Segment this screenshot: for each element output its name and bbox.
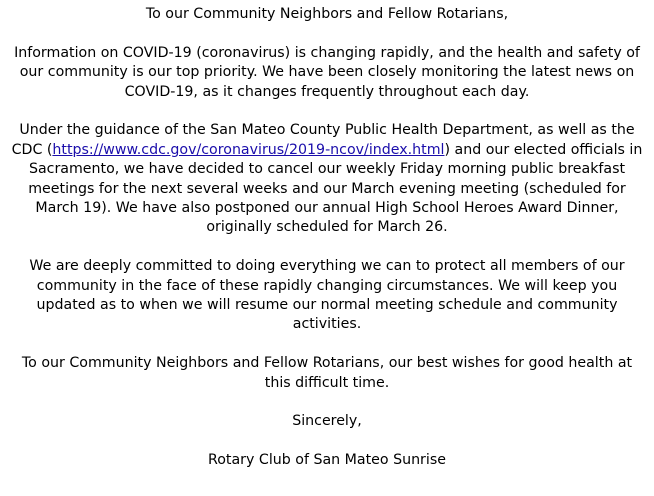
cdc-link[interactable]: https://www.cdc.gov/coronavirus/2019-ncov/index.html: [52, 141, 445, 158]
paragraph-cancellations-start: Under the guidance of the San Mateo County Public Health Department, as well as the CDC (: [11, 122, 635, 158]
paragraph-cancellations-end: ) and our elected officials in Sacramento, we have decided to cancel our weekly Friday morning public breakfast meetings for the next several weeks and our March evening meeting (scheduled for March 19). We have also postponed our annual High School Heroes Award Dinner, originally scheduled for March 26.: [28, 141, 643, 236]
signature: Rotary Club of San Mateo Sunrise: [208, 452, 446, 469]
paragraph-best-wishes: To our Community Neighbors and Fellow Rotarians, our best wishes for good health at this difficult time.: [21, 355, 633, 391]
letter-body: [8, 5, 646, 471]
paragraph-commitment: We are deeply committed to doing everything we can to protect all members of our community in the face of these rapidly changing circumstances. We will keep you updated as to when we will resume our normal meeting schedule and community activities.: [29, 258, 625, 333]
paragraph-cancellations: [8, 121, 646, 237]
paragraph-covid-info: Information on COVID-19 (coronavirus) is changing rapidly, and the health and safety of our community is our top priority. We have been closely monitoring the latest news on COVID-19, as it changes frequently throughout each day.: [14, 44, 640, 100]
greeting: To our Community Neighbors and Fellow Rotarians,: [145, 6, 509, 22]
closing: Sincerely,: [292, 413, 362, 430]
